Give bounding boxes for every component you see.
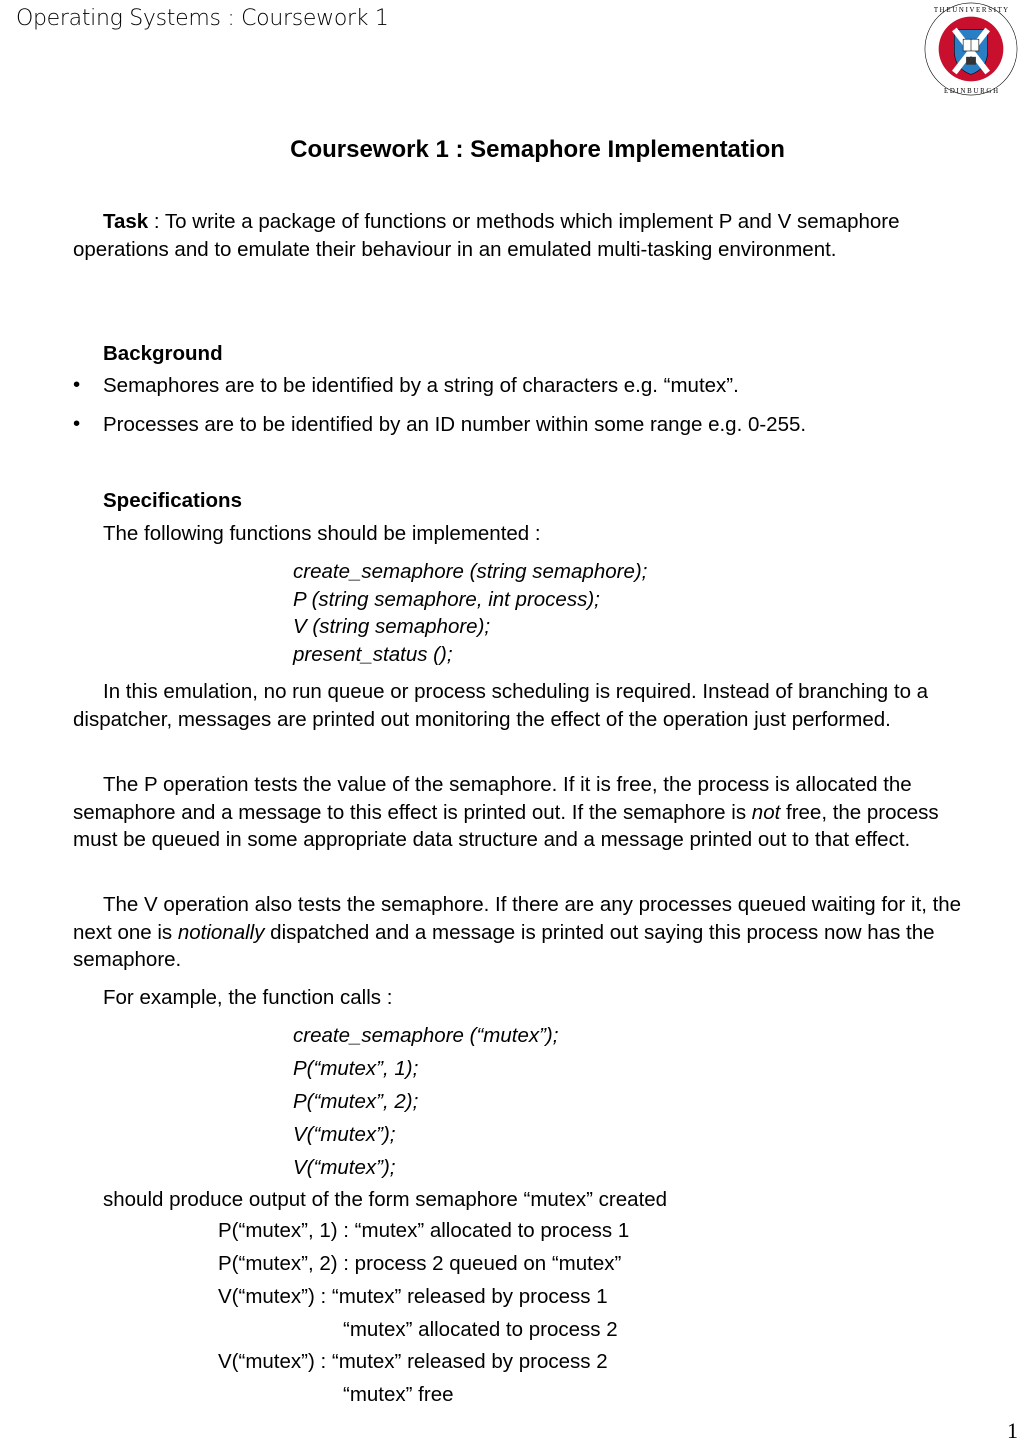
output-intro: should produce output of the form semaphore “mutex” created [103, 1188, 668, 1211]
svg-text:E D I N B U R G H: E D I N B U R G H [943, 88, 999, 96]
example-call: V(“mutex”); [293, 1156, 396, 1179]
v-operation-text: The V operation also tests the semaphore. If there are any processes queued waiting for it, the next one is [73, 893, 962, 944]
specifications-intro: The following functions should be implemented : [103, 522, 541, 545]
background-heading: Background [103, 342, 223, 365]
function-signature: P (string semaphore, int process); [293, 587, 600, 611]
bullet-glyph: • [73, 412, 81, 435]
example-call: create_semaphore (“mutex”); [293, 1024, 559, 1047]
function-signature: create_semaphore (string semaphore); [293, 560, 648, 583]
function-signature: present_status (); [293, 642, 453, 666]
p-operation-text: The P operation tests the value of the semaphore. If it is free, the process is allocated the semaphore and a message to this effect is printed out. If the semaphore is [73, 773, 912, 824]
task-text: : To write a package of functions or methods which implement P and V semaphore operations and to emulate their behaviour in an emulated multi-tasking environment. [73, 210, 900, 261]
bullet-glyph: • [73, 373, 81, 396]
task-label: Task [103, 210, 149, 233]
page-title: Coursework 1 : Semaphore Implementation [290, 136, 785, 163]
example-calls [293, 1022, 558, 1187]
p-operation-text-cont: free, the process must be queued in some appropriate data structure and a message printed out to that effect. [73, 800, 939, 851]
running-header: Operating Systems : Coursework 1 [16, 6, 389, 31]
emphasis-notionally: notionally [177, 920, 265, 944]
emphasis-not: not [751, 800, 781, 824]
background-bullet-2: Processes are to be identified by an ID number within some range e.g. 0-255. [103, 413, 807, 436]
example-intro: For example, the function calls : [103, 986, 393, 1009]
output-line: “mutex” allocated to process 2 [343, 1318, 618, 1341]
output-line: P(“mutex”, 2) : process 2 queued on “mutex” [218, 1252, 622, 1275]
example-call: P(“mutex”, 1); [293, 1057, 419, 1080]
emulation-paragraph: In this emulation, no run queue or process scheduling is required. Instead of branching to a dispatcher, messages are printed out monitoring the effect of the operation just performed. [73, 680, 929, 731]
output-line: “mutex” free [343, 1383, 454, 1406]
background-bullet-1: Semaphores are to be identified by a string of characters e.g. “mutex”. [103, 374, 739, 397]
task-paragraph [73, 208, 973, 263]
example-call: P(“mutex”, 2); [293, 1090, 419, 1113]
svg-text:T H E U N I V E R S I T Y: T H E U N I V E R S I T Y [933, 6, 1009, 14]
function-list [293, 558, 647, 668]
specifications-heading: Specifications [103, 489, 242, 512]
page-number: 1 [1007, 1418, 1018, 1443]
output-line: P(“mutex”, 1) : “mutex” allocated to process 1 [218, 1219, 630, 1242]
v-operation-paragraph [73, 891, 978, 974]
university-seal-logo [922, 0, 1020, 98]
v-operation-text-cont: dispatched and a message is printed out saying this process now has the semaphore. [73, 920, 935, 971]
output-line: V(“mutex”) : “mutex” released by process 2 [218, 1350, 608, 1373]
p-operation-paragraph [73, 771, 978, 854]
example-call: V(“mutex”); [293, 1123, 396, 1146]
function-signature: V (string semaphore); [293, 615, 491, 638]
output-line: V(“mutex”) : “mutex” released by process 1 [218, 1285, 608, 1308]
